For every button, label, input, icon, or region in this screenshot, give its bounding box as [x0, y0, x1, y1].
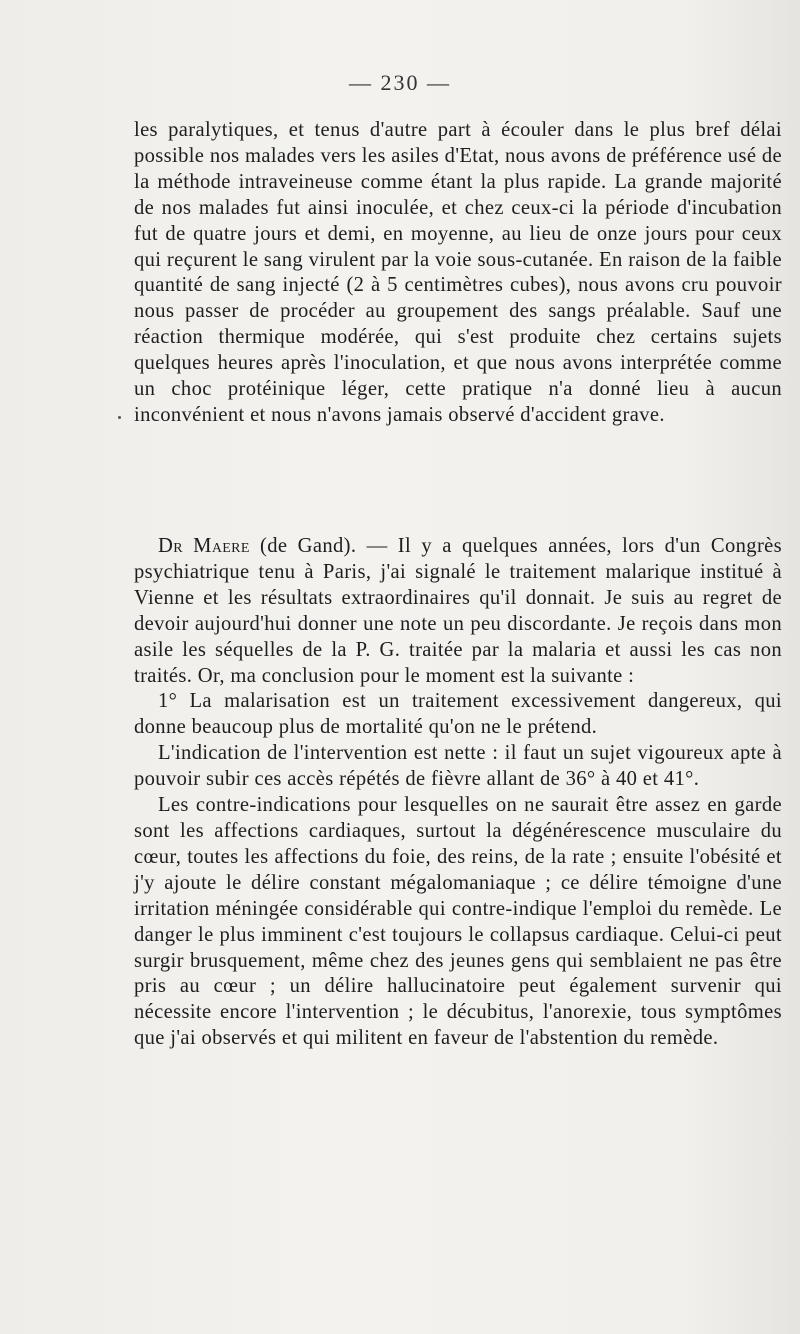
paragraph-contra-indications: Les contre-indications pour lesquelles on ne saurait être assez en garde sont les affections cardiaques, surtout la dégénérescence musculaire du cœur, toutes les affections du foie, des reins, de la rate ; ensuite l'obésité et j'y ajoute le délire constant mégalomaniaque ; ce délire témoigne d'une irritation méningée considérable qui contre-indique l'emploi du remède. Le danger le plus imminent c'est toujours le collapsus cardiaque. Celui-ci peut surgir brusquement, même chez des jeunes gens qui semblaient ne pas être pris au cœur ; un délire hallucinatoire peut également survenir qui nécessite encore l'intervention ; le décubitus, l'anorexie, tous symptômes que j'ai observés et qui militent en faveur de l'abstention du remède.: [134, 794, 782, 1050]
page-number: — 230 —: [349, 70, 451, 95]
paragraph-continuation: les paralytiques, et tenus d'autre part à écouler dans le plus bref délai possible nos malades vers les asiles d'Etat, nous avons de préférence usé de la méthode intraveineuse comme étant la plus rapide. La grande majorité de nos malades fut ainsi inoculée, et chez ceux-ci la période d'incubation fut de quatre jours et demi, en moyenne, au lieu de onze jours pour ceux qui reçurent le sang virulent par la voie sous-cutanée. En raison de la faible quantité de sang injecté (2 à 5 centimètres cubes), nous avons cru pouvoir nous passer de procéder au groupement des sangs préalable. Sauf une réaction thermique modérée, qui s'est produite chez certains sujets quelques heures après l'inoculation, et que nous avons interprétée comme un choc protéinique léger, cette pratique n'a donné lieu à aucun inconvénient et nous n'avons jamais observé d'accident grave.: [134, 119, 782, 426]
text-block-discussion: [134, 534, 782, 1052]
text-block-continuation: [134, 118, 782, 429]
paragraph-speaker-intro: [134, 534, 782, 689]
speaker-name: Dr Maere: [158, 535, 250, 557]
margin-mark: [118, 416, 121, 419]
paragraph-point-one: 1° La malarisation est un traitement excessivement dangereux, qui donne beaucoup plus de mortalité qu'on ne le prétend.: [134, 690, 782, 739]
speaker-remarks: (de Gand). — Il y a quelques années, lors d'un Congrès psychiatrique tenu à Paris, j'ai signalé le traitement malarique institué à Vienne et les résultats extraordinaires qu'il donnait. Je suis au regret de devoir aujourd'hui donner une note un peu discordante. Je reçois dans mon asile les séquelles de la P. G. traitée par la malaria et aussi les cas non traités. Or, ma conclusion pour le moment est la suivante :: [134, 535, 783, 687]
paragraph-indication: L'indication de l'intervention est nette : il faut un sujet vigoureux apte à pouvoir subir ces accès répétés de fièvre allant de 36° à 40 et 41°.: [134, 742, 782, 791]
